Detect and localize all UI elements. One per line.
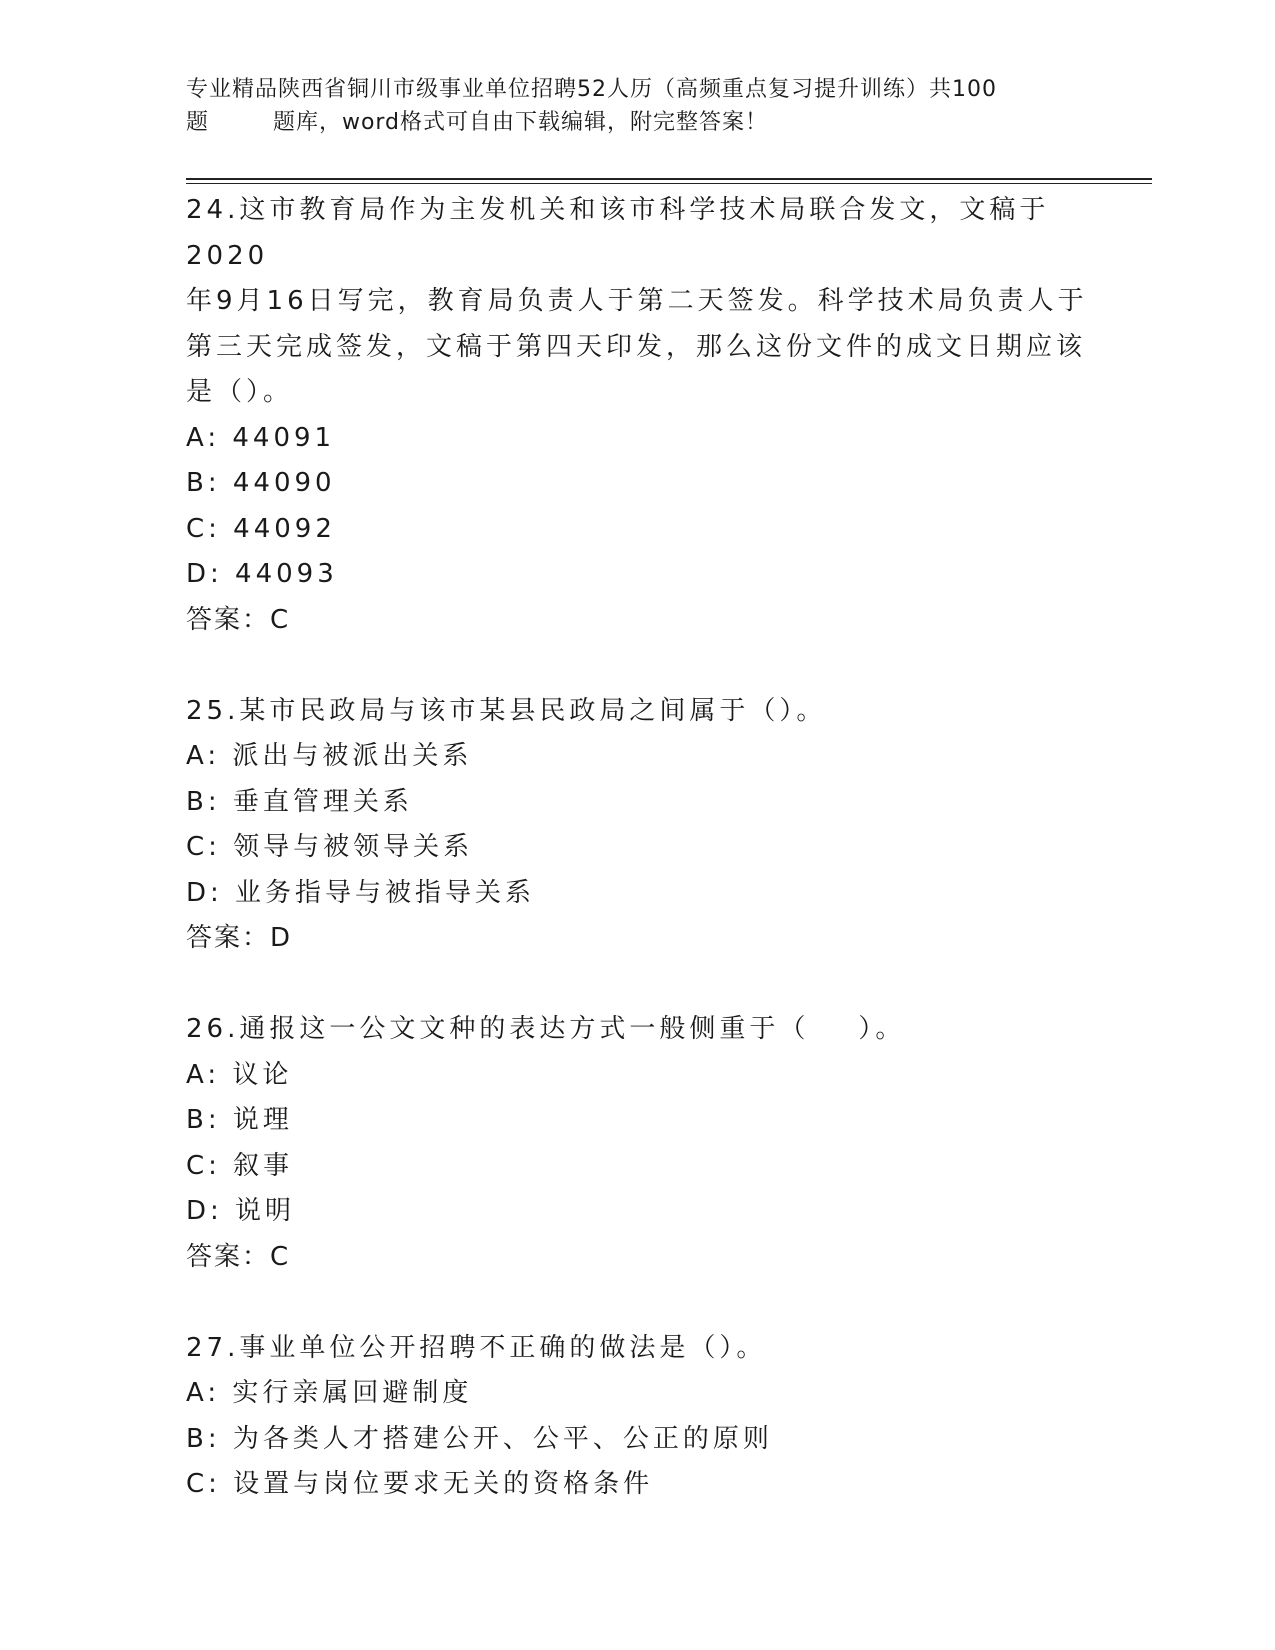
question-stem-line: 26.通报这一公文文种的表达方式一般侧重于（ ）。 bbox=[186, 1014, 906, 1044]
option-a: A: 44091 bbox=[186, 422, 336, 453]
question-stem-line: 是（）。 bbox=[186, 377, 294, 407]
question-stem-line: 第三天完成签发，文稿于第四天印发，那么这份文件的成文日期应该 bbox=[186, 331, 1087, 362]
answer-line: 答案：C bbox=[186, 604, 291, 635]
option-d: D: 说明 bbox=[186, 1196, 296, 1226]
question-spacer bbox=[186, 962, 1106, 1008]
answer-line: 答案：D bbox=[186, 923, 293, 953]
question-26 bbox=[186, 1007, 1106, 1280]
question-stem-line: 27.事业单位公开招聘不正确的做法是（）。 bbox=[186, 1332, 767, 1363]
question-stem-line: 24.这市教育局作为主发机关和该市科学技术局联合发文，文稿于2020 bbox=[186, 195, 1050, 271]
header-rule-thick bbox=[186, 178, 1152, 180]
option-a: A: 实行亲属回避制度 bbox=[186, 1378, 473, 1408]
question-stem-line: 25.某市民政局与该市某县民政局之间属于（）。 bbox=[186, 695, 827, 726]
option-c: C: 领导与被领导关系 bbox=[186, 832, 474, 862]
header-line-1: 专业精品陕西省铜川市级事业单位招聘52人历（高频重点复习提升训练）共100 bbox=[186, 77, 997, 102]
option-a: A: 议论 bbox=[186, 1059, 293, 1090]
option-d: D: 44093 bbox=[186, 559, 338, 589]
header-rule-thin bbox=[186, 183, 1152, 184]
question-spacer bbox=[186, 643, 1106, 689]
option-b: B: 垂直管理关系 bbox=[186, 786, 413, 817]
option-d: D: 业务指导与被指导关系 bbox=[186, 877, 536, 908]
option-a: A: 派出与被派出关系 bbox=[186, 741, 473, 771]
option-c: C: 44092 bbox=[186, 513, 336, 544]
option-b: B: 说理 bbox=[186, 1105, 293, 1135]
question-list bbox=[186, 188, 1106, 1508]
header-line-2: 题 题库，word格式可自由下载编辑，附完整答案！ bbox=[186, 110, 769, 135]
option-c: C: 叙事 bbox=[186, 1150, 294, 1181]
question-stem-line: 年9月16日写完，教育局负责人于第二天签发。科学技术局负责人于 bbox=[186, 286, 1088, 316]
answer-line: 答案：C bbox=[186, 1241, 291, 1272]
document-header bbox=[186, 73, 1086, 139]
question-25 bbox=[186, 689, 1106, 962]
option-b: B: 为各类人才搭建公开、公平、公正的原则 bbox=[186, 1423, 773, 1454]
question-spacer bbox=[186, 1280, 1106, 1326]
option-c: C: 设置与岗位要求无关的资格条件 bbox=[186, 1469, 654, 1499]
option-b: B: 44090 bbox=[186, 468, 336, 498]
question-27 bbox=[186, 1326, 1106, 1508]
question-24 bbox=[186, 188, 1106, 643]
